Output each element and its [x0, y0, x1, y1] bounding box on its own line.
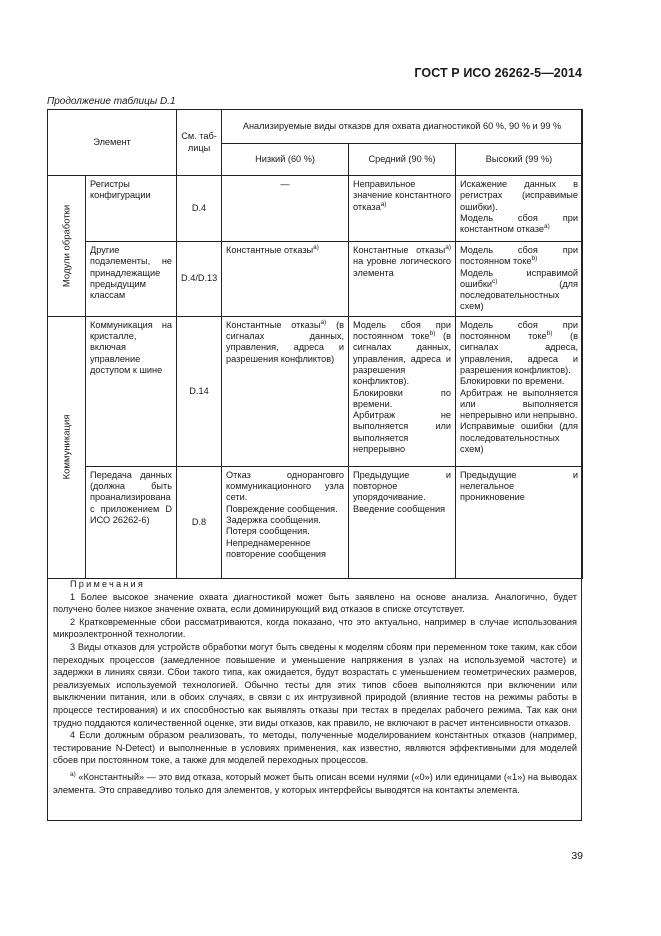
element-cell: Регистры конфигурации [86, 176, 177, 242]
low-cell: Отказ одноранговго коммуникационного узла сети. Повреждение сообщения. Задержка сообщения. Потеря сообщения. Непреднамеренное повторение сообщения [222, 466, 349, 578]
low-cell: Константные отказы$^{а)}$ [222, 242, 349, 317]
note-item: 4 Если должным образом реализовать, то методы, полученные моделированием константных отказов (например, тестирование N-Detect) и выполненные в условиях применения, как известно, являются эффективными для моделей сбоев при постоянном токе, а также для моделей переходных процессов. [53, 730, 577, 766]
mid-cell: Константные отказы$^{а)}$ на уровне логического элемента [349, 242, 456, 317]
element-cell: Другие подэлементы, не принадлежащие предыдущим классам [86, 242, 177, 317]
ref-cell: D.8 [177, 466, 222, 578]
header-ref: См. таб- лицы [177, 110, 222, 176]
ref-cell: D.14 [177, 316, 222, 466]
mid-cell: Предыдущие и повторное упорядочивание. Введение сообщения [349, 466, 456, 578]
mid-cell: Неправильное значение константного отказа$^{а)}$ [349, 176, 456, 242]
note-item: 1 Более высокое значение охвата диагностикой может быть заявлено на основе анализа. Аналогично, будет получено более низкое значение охвата, если доминирующий вид отказов в списке отсутствует. [53, 591, 577, 615]
header-high: Высокий (99 %) [456, 144, 583, 176]
document-header: ГОСТ Р ИСО 26262-5—2014 [414, 66, 582, 80]
page-number: 39 [571, 850, 583, 862]
notes-section [53, 578, 577, 796]
note-item: 2 Кратковременные сбои рассматриваются, когда показано, что это актуально, например в случае использования микроэлектронной технологии. [53, 616, 577, 640]
high-cell: Предыдущие и нелегальное проникновение [456, 466, 583, 578]
low-cell: — [222, 176, 349, 242]
header-element: Элемент [48, 110, 177, 176]
notes-title: Примечания [70, 579, 146, 589]
footnote: $^{а)}$ «Константный» — это вид отказа, который может быть описан всеми нулями («0») или единицами («1») на выводах элемента. Это справедливо только для элементов, у которых интерфейсы выводятся на контакты элемента. [53, 770, 577, 795]
group-label-processing: Модули обработки [48, 176, 86, 317]
element-cell: Коммуникация на кристалле, включая управление доступом к шине [86, 316, 177, 466]
table-row [48, 242, 583, 317]
table-row [48, 466, 583, 578]
note-item: 3 Виды отказов для устройств обработки могут быть сведены к моделям сбоям при переменном токе таким, как сбои переходных процессов (замедленное повышение и уменьшение напряжения в узлах на используемой частоте) и задержки в линиях связи. Сбои такого типа, как ожидается, будут возрастать с уменьшением геометрических размеров, реализуемых используемой технологией. Обычно тесты для этих типов сбоев выполняются при включении или выключении питания, или в обоих случаях, в связи с их интрузивной природой (влияние тестов на режимы работы в процессе тестирования) и их способностью как выявлять отказы при тестах в пределах рабочего режима. Так как они трудно поддаются количественной оценке, эти виды отказов, как правило, не включают в расчет интенсивности отказов. [53, 641, 577, 728]
ref-cell: D.4/D.13 [177, 242, 222, 317]
high-cell: Модель сбоя при постоянном токе$^{b)}$ Модель исправимой ошибки$^{с)}$ (для последовательностных схем) [456, 242, 583, 317]
table-caption: Продолжение таблицы D.1 [47, 96, 176, 107]
high-cell: Искажение данных в регистрах (исправимые ошибки). Модель сбоя при константном отказе$^{а)}$ [456, 176, 583, 242]
header-mid: Средний (90 %) [349, 144, 456, 176]
table-row [48, 316, 583, 466]
mid-cell: Модель сбоя при постоянном токе$^{b)}$ (в сигналах данных, управления, адреса и разрешения конфликтов). Блокировки по времени. Арбитраж не выполняется или выполняется непрерывно [349, 316, 456, 466]
high-cell: Модель сбоя при постоянном токе$^{b)}$ (в сигналах адреса, управления, адреса и разрешения конфликтов). Блокировки по времени. Арбитраж не выполняется или выполняется непрерывно или непрывно. Исправимые ошибки (для последовательностных схем) [456, 316, 583, 466]
ref-cell: D.4 [177, 176, 222, 242]
group-label-communication: Коммуникация [48, 316, 86, 578]
table-row [48, 176, 583, 242]
low-cell: Константные отказы$^{а)}$ (в сигналах данных, управления, адреса и разрешения конфликтов) [222, 316, 349, 466]
header-low: Низкий (60 %) [222, 144, 349, 176]
failure-modes-table [47, 109, 583, 579]
element-cell: Передача данных (должна быть проанализирована с приложением D ИСО 26262-6) [86, 466, 177, 578]
header-group: Анализируемые виды отказов для охвата диагностикой 60 %, 90 % и 99 % [222, 110, 583, 144]
